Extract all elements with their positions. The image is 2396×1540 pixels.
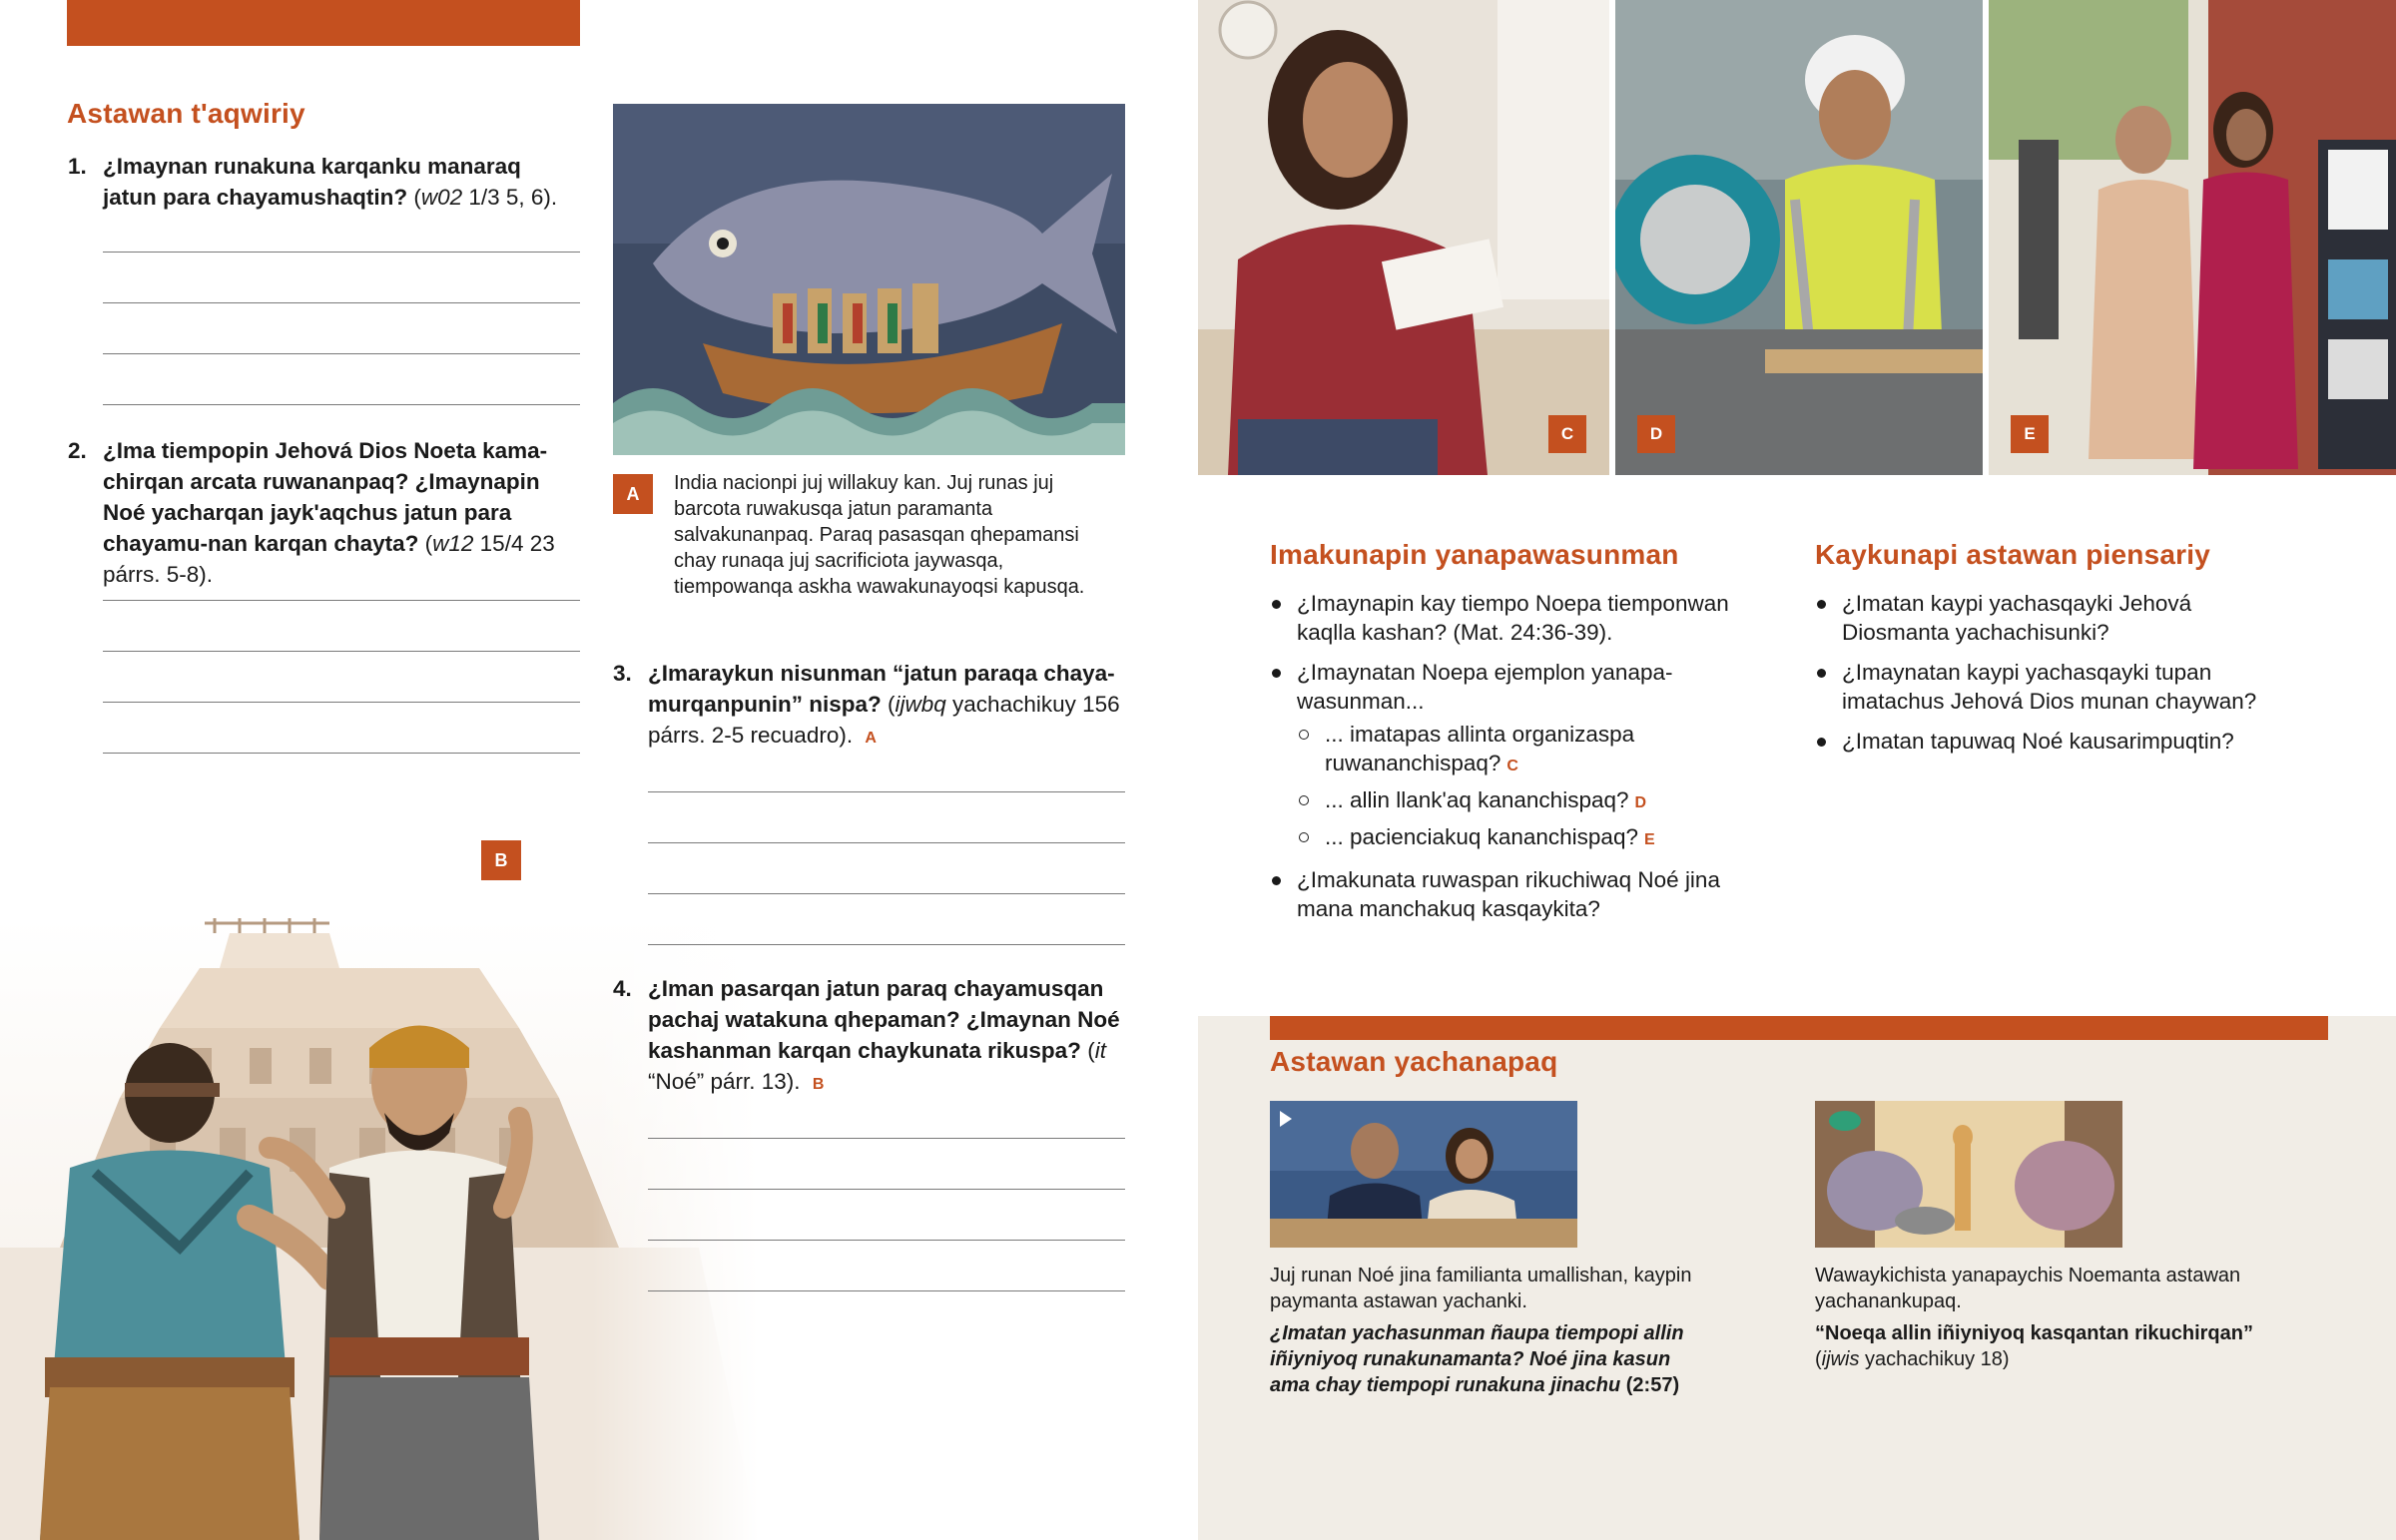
play-icon[interactable] (1280, 1111, 1292, 1127)
badge-d: D (1637, 415, 1675, 453)
question-number: 1. (68, 154, 87, 179)
badge-a: A (613, 474, 653, 514)
image-a-painting (613, 104, 1125, 455)
photo-c-woman-reading (1198, 0, 1609, 475)
answer-lines-2[interactable] (103, 600, 580, 803)
article-2-thumbnail[interactable] (1815, 1101, 2122, 1248)
list-item: ¿Imatan tapuwaq Noé kausarimpuqtin? (1815, 727, 2274, 756)
section-title-kaykunapi: Kaykunapi astawan piensariy (1815, 539, 2211, 570)
video-1-image (1270, 1101, 1577, 1248)
question-3 (613, 658, 1125, 754)
question-reference: (w02 1/3 5, 6). (413, 185, 558, 210)
question-reference: (ijwbq yachachikuy 156 párrs. 2-5 recuadro). (648, 692, 1120, 748)
section-title-imakunapin: Imakunapin yanapawasunman (1270, 539, 1679, 570)
list-item: ¿Imakunata ruwaspan rikuchiwaq Noé jina mana manchakuq kasqaykita? (1270, 865, 1739, 923)
question-text: ¿Iman pasarqan jatun paraq chayamusqan pachaj watakuna qhepaman? ¿Imaynan Noé kashanman karqan chaykunata rikuspa? (648, 976, 1120, 1063)
section-title-astawan-taqwiriy: Astawan t'aqwiriy (67, 98, 305, 129)
babel-illustration (0, 918, 759, 1540)
sub-list-item: ... imatapas allinta organizaspa ruwananchispaq? C (1297, 720, 1739, 780)
article-2-caption: Wawaykichista yanapaychis Noemanta astawan yachanankupaq. (1815, 1265, 2241, 1312)
list-item: ¿Imaynapin kay tiempo Noepa tiemponwan kaqlla kashan? (Mat. 24:36-39). (1270, 589, 1739, 647)
photo-e-women-cart (1989, 0, 2396, 475)
article-2-reference: (ijwis yachachikuy 18) (1815, 1348, 2010, 1370)
sub-list-item: ... allin llank'aq kananchispaq? D (1297, 785, 1739, 817)
badge-b: B (481, 840, 521, 880)
question-reference: (it “Noé” párr. 13). (648, 1038, 1106, 1094)
answer-lines-3[interactable] (648, 791, 1125, 995)
list-item: ¿Imaynatan kaypi yachasqayki tupan imatachus Jehová Dios munan chaywan? (1815, 658, 2274, 716)
reference-tag: B (812, 1076, 825, 1093)
video-1-thumbnail[interactable] (1270, 1101, 1577, 1248)
question-2 (68, 435, 580, 590)
question-text: ¿Ima tiempopin Jehová Dios Noeta kama-chirqan arcata ruwananpaq? ¿Imaynapin Noé yacharqan jayk'aqchus jatun para chayamu-nan karqan chayta? (103, 438, 548, 556)
video-1-title[interactable]: ¿Imatan yachasunman ñaupa tiempopi allin iñiyniyoq runakunamanta? Noé jina kasun ama chay tiempopi runakuna jinachu (2:57) (1270, 1322, 1684, 1396)
answer-lines-1[interactable] (103, 252, 580, 455)
question-4 (613, 973, 1125, 1100)
image-a-caption: India nacionpi juj willakuy kan. Juj runas juj barcota ruwakusqa jatun paramanta salvakunanpaq. Paraq pasasqan qhepamansi chay runaqa juj sacrificiota jaywasqa, tiempowanqa askha wawakunayoqsi kapusqa. (674, 472, 1085, 598)
section-title-astawan-yachanapaq: Astawan yachanapaq (1270, 1046, 1558, 1077)
list-item: ¿Imaynatan Noepa ejemplon yanapa-wasunman... ... imatapas allinta organizaspa ruwananchispaq? C ... allin llank'aq kananchispaq? D ... pacienciakuq kananchispaq? E (1270, 658, 1739, 854)
video-1-text (1270, 1263, 1699, 1398)
question-text: ¿Imaynan runakuna karqanku manaraq jatun para chayamushaqtin? (103, 154, 521, 210)
question-number: 3. (613, 661, 632, 686)
article-2-title[interactable]: “Noeqa allin iñiyniyoq kasqantan rikuchirqan” (ijwis yachachikuy 18) (1815, 1322, 2253, 1370)
article-2-text (1815, 1263, 2274, 1372)
question-number: 4. (613, 976, 632, 1001)
question-text: ¿Imaraykun nisunman “jatun paraqa chaya-murqanpunin” nispa? (648, 661, 1115, 717)
answer-lines-4[interactable] (648, 1138, 1125, 1341)
sub-list-item: ... pacienciakuq kananchispaq? E (1297, 822, 1739, 854)
question-number: 2. (68, 438, 87, 463)
badge-e: E (2011, 415, 2049, 453)
top-accent-bar (67, 0, 580, 46)
badge-c: C (1548, 415, 1586, 453)
video-1-caption: Juj runan Noé jina familianta umallishan, kaypin paymanta astawan yachanki. (1270, 1265, 1692, 1312)
imakunapin-list (1270, 589, 1739, 934)
list-item: ¿Imatan kaypi yachasqayki Jehová Diosmanta yachachisunki? (1815, 589, 2274, 647)
kaykunapi-list (1815, 589, 2274, 767)
photo-d-woman-saw (1615, 0, 1983, 475)
question-1 (68, 151, 580, 213)
question-reference: (w12 15/4 23 párrs. 5-8). (103, 531, 555, 587)
reference-tag: A (865, 730, 877, 747)
panel-accent-bar (1270, 1016, 2328, 1040)
